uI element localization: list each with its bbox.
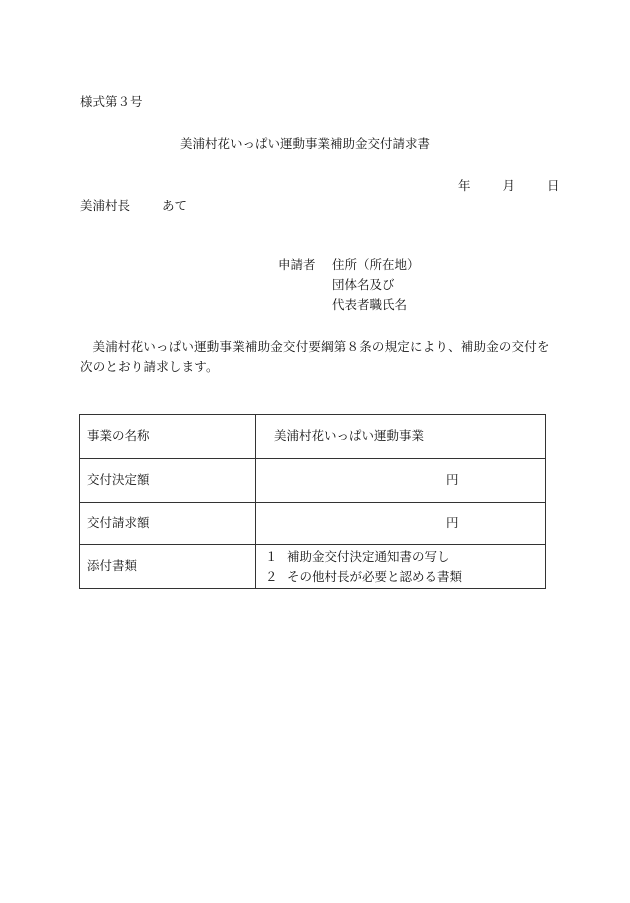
claim-table bbox=[79, 414, 546, 589]
date-year-label: 年 bbox=[458, 178, 471, 193]
date-line bbox=[458, 180, 560, 193]
form-number: 様式第３号 bbox=[80, 94, 143, 109]
attachments-label: 添付書類 bbox=[80, 545, 256, 589]
document-title: 美浦村花いっぱい運動事業補助金交付請求書 bbox=[180, 136, 431, 151]
list-item bbox=[265, 547, 545, 567]
addressee bbox=[80, 200, 187, 213]
table-row bbox=[80, 503, 546, 545]
date-month-label: 月 bbox=[502, 178, 516, 193]
applicant-representative-field: 代表者職氏名 bbox=[332, 297, 408, 312]
table-row bbox=[80, 545, 546, 589]
attachments-cell bbox=[256, 545, 546, 589]
attachment-text: 補助金交付決定通知書の写し bbox=[287, 548, 450, 564]
applicant-organization-field: 団体名及び bbox=[332, 277, 395, 292]
decided-amount-label: 交付決定額 bbox=[80, 459, 256, 503]
table-row bbox=[80, 459, 546, 503]
list-item bbox=[265, 567, 545, 587]
project-name-value: 美浦村花いっぱい運動事業 bbox=[256, 415, 546, 459]
applicant-label: 申請者 bbox=[278, 257, 316, 272]
attachment-number: ２ bbox=[265, 568, 278, 584]
addressee-title: 美浦村長 bbox=[80, 198, 131, 213]
table-row bbox=[80, 415, 546, 459]
addressee-suffix: あて bbox=[162, 198, 188, 213]
decided-amount-field: 円 bbox=[256, 459, 546, 503]
date-day-label: 日 bbox=[547, 178, 560, 193]
attachment-text: その他村長が必要と認める書類 bbox=[287, 568, 463, 584]
project-name-label: 事業の名称 bbox=[80, 415, 256, 459]
applicant-address-field: 住所（所在地） bbox=[332, 257, 420, 272]
claim-amount-label: 交付請求額 bbox=[80, 503, 256, 545]
attachments-list bbox=[256, 547, 545, 587]
claim-amount-field: 円 bbox=[256, 503, 546, 545]
attachment-number: １ bbox=[265, 548, 278, 564]
body-paragraph: 美浦村花いっぱい運動事業補助金交付要綱第８条の規定により、補助金の交付を次のとおり請求します。 bbox=[80, 339, 550, 374]
